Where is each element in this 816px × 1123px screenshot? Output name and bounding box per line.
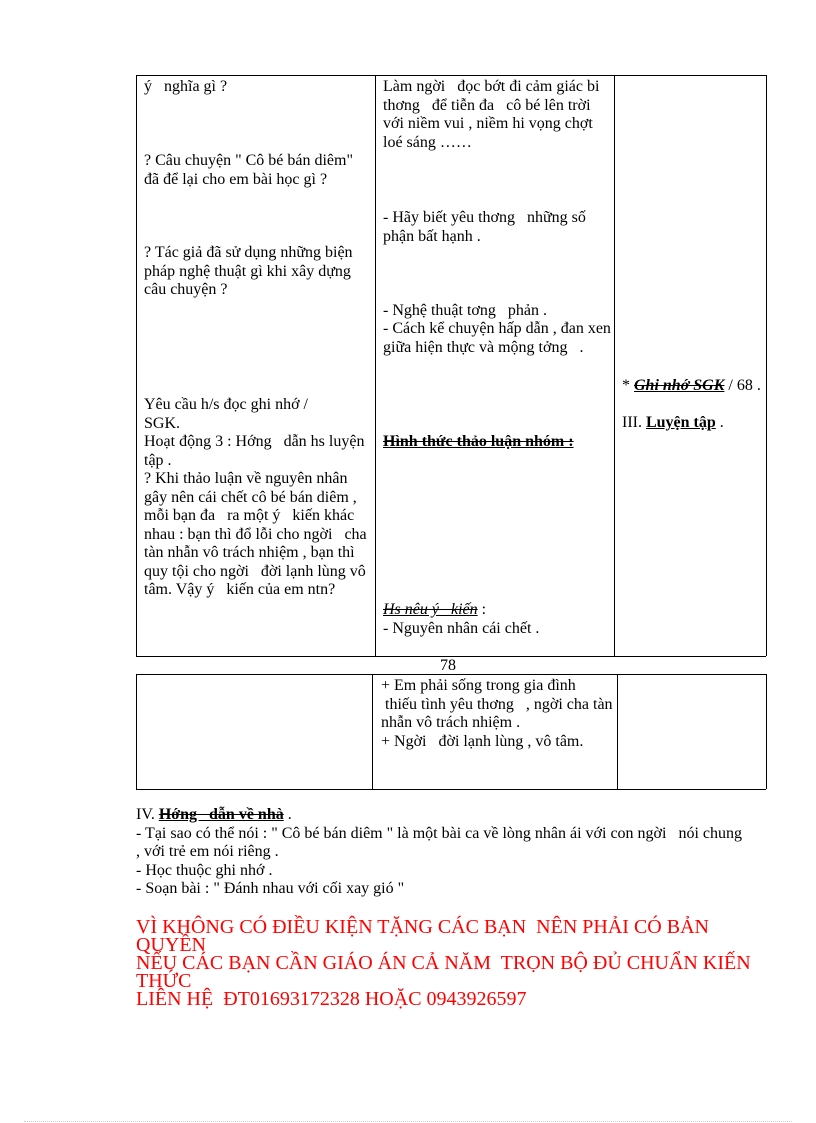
notice-line-1: VÌ KHÔNG CÓ ĐIỀU KIỆN TẶNG CÁC BẠN NÊN PHẢI CÓ BẢN QUYỀN [136,916,714,956]
practice-number: III. [622,414,646,431]
notice-line-2: NẾU CÁC BẠN CẦN GIÁO ÁN CẢ NĂM TRỌN BỘ ĐỦ CHUẨN KIẾN THỨC [136,952,756,992]
homework-number: IV. [136,806,159,823]
note-page: / 68 . [724,377,761,394]
table-2-divider-1 [372,674,373,789]
homework-item-3: - Soạn bài : " Đánh nhau với cối xay gió " [136,880,405,897]
table-1-top-border [136,75,766,76]
table-1-left-border [136,75,137,656]
conclusion-father: thiếu tình yêu thơng , ngời cha tàn nhẫn vô trách nhiệm . [381,695,617,731]
table-1-divider-1 [375,75,376,656]
copyright-notice [136,918,766,1008]
question-lesson: ? Câu chuyện " Cô bé bán diêm" đã để lại cho em bài học gì ? [144,152,358,188]
table-1-right-border [766,75,767,656]
notice-contact: LIÊN HỆ ĐT01693172328 HOẶC 0943926597 [136,988,527,1010]
page-bottom-edge [24,1121,792,1122]
instruction-read-note: Yêu cầu h/s đọc ghi nhớ / SGK. [144,396,312,432]
conclusion-family: + Em phải sống trong gia đình [381,677,576,694]
homework-item-2: - Học thuộc ghi nhớ . [136,861,273,879]
discussion-form-heading: Hình thức thảo luận nhóm : [383,433,574,450]
activity-3: Hoạt động 3 : Hớng dẫn hs luyện tập . [144,433,369,469]
note-reference [622,377,762,396]
table-2-divider-2 [617,674,618,789]
practice-suffix: . [715,414,724,431]
homework-heading [136,806,766,825]
table-1-divider-2 [614,75,615,656]
student-opinion-colon: : [477,601,487,618]
answer-art-contrast: - Nghệ thuật tơng phản . [383,302,547,319]
answer-lesson: - Hãy biết yêu thơng những số phận bất hạnh . [383,209,590,245]
table-2-left-border [136,674,137,789]
student-opinion-label [383,601,611,620]
homework-section [136,806,766,899]
table-2-bottom-border [136,789,766,790]
note-sgk: Ghi nhớ SGK [634,377,725,394]
student-opinion-text: Hs nêu ý kiến [383,601,478,618]
homework-title: Hớng dẫn về nhà [158,806,284,823]
note-star: * [622,377,634,394]
page-number: 78 [440,657,456,674]
question-meaning: ý nghĩa gì ? [144,78,228,95]
question-discussion: ? Khi thảo luận về nguyên nhân gây nên cái chết cô bé bán diêm , mỗi bạn đa ra một ý kiến khác nhau : bạn thì đổ lỗi cho ngời cha tàn nhẫn vô trách nhiệm , bạn thì quy tội cho ngời đời lạnh lùng vô tâm. Vậy ý kiến của em ntn? [144,470,371,598]
table-2-top-border [136,674,766,675]
homework-item-1: - Tại sao có thể nói : " Cô bé bán diêm " là một bài ca về lòng nhân ái với con ngời nói chung , với trẻ em nói riêng . [136,824,746,860]
practice-title: Luyện tập [645,414,716,431]
answer-meaning: Làm ngời đọc bớt đi cảm giác bi thơng để tiễn đa cô bé lên trời với niềm vui , niềm hi vọng chợt loé sáng …… [383,78,604,151]
answer-art-storytelling: - Cách kể chuyện hấp dẫn , đan xen giữa hiện thực và mộng tởng . [383,320,615,356]
practice-heading [622,414,762,433]
question-art: ? Tác giả đã sử dụng những biện pháp nghệ thuật gì khi xây dựng câu chuyện ? [144,244,357,298]
table-2-col-2 [381,677,617,751]
homework-title-suffix: . [283,806,292,823]
answer-cause-of-death: - Nguyên nhân cái chết . [383,620,540,637]
table-2-right-border [766,674,767,789]
conclusion-society: + Ngời đời lạnh lùng , vô tâm. [381,732,584,750]
